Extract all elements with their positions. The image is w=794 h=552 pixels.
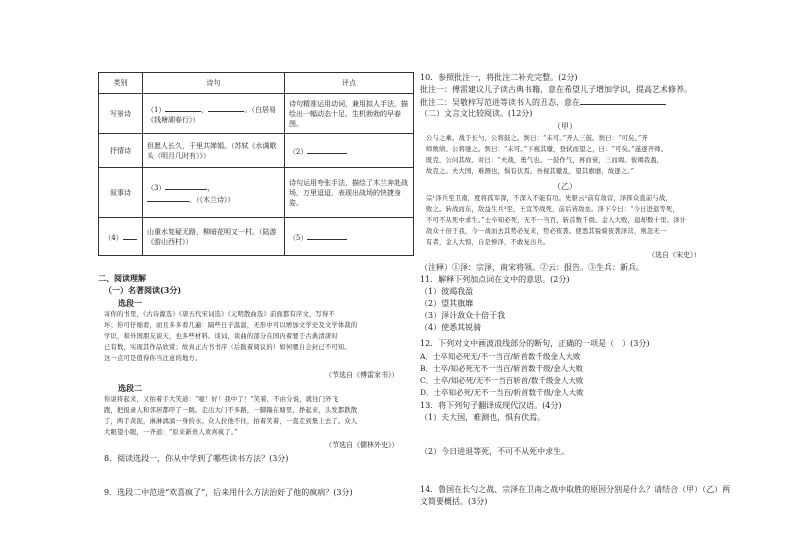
q13-item: （1）夫大国，难测也，惧有伏焉。 bbox=[420, 413, 546, 422]
excerpt-line: 了，两手黄泥，淋淋漓漓一身的水。众人拉他不住，拍着笑着，一直走到集上去了。众人 bbox=[104, 418, 358, 425]
passage-jia-title: （甲） bbox=[553, 122, 577, 131]
row-verse: （1） ， 。（白居易《钱塘湖春行》） bbox=[143, 94, 285, 134]
row-comment: 诗句精准运用动词，兼用拟人手法，描绘出一幅动态十足、生机勃勃的早春图。 bbox=[285, 94, 414, 134]
passage-line: 故克之。夫大国，难测也，惧有伏焉。吾视其辙乱，望其旗靡，故逐之。” bbox=[426, 168, 635, 175]
answer-blank[interactable] bbox=[123, 231, 137, 240]
excerpt-line: 这一点可是值得你当注意的地方。 bbox=[104, 355, 202, 362]
excerpt-line: 已有数，实现其作品欣赏；故真正古书书序（后跋着阅议的）如何嗯自会封已不可知。 bbox=[104, 344, 351, 351]
q12-option-d[interactable]: D．士卒知必死/无不一当百/斩首数千级/金人大败 bbox=[420, 388, 584, 397]
excerpt-line: 你说将起来，又拍着手大笑道：“噫！好！我中了！”笑着，不由分说，就往门外飞 bbox=[104, 396, 339, 403]
table-row bbox=[99, 168, 414, 218]
excerpt-line: 大眼望小眼，一齐道：“原来新贵人欢喜疯了。” bbox=[104, 429, 238, 436]
question-14: 14．鲁国在长勺之战、宗泽在卫南之战中取胜的原因分别是什么？请结合（甲）（乙）两 bbox=[420, 485, 731, 494]
answer-blank[interactable] bbox=[165, 103, 201, 112]
table-header-verse: 诗句 bbox=[143, 73, 285, 94]
row-comment: （5） bbox=[285, 218, 414, 256]
q10-note1: 批注一：傅雷建议儿子读古典书籍，意在希望儿子增加学识，提高艺术修养。 bbox=[420, 85, 692, 94]
row-verse: 山重水复疑无路，柳暗花明又一村。（陆游《游山西村》） bbox=[143, 218, 285, 256]
table-row bbox=[99, 94, 414, 134]
passage-line: 师败绩。公将驰之。刿曰：“未可。”下视其辙，登轼而望之，曰：“可矣。”遂逐齐师。 bbox=[426, 146, 668, 153]
row-category: 抒情诗 bbox=[99, 134, 143, 168]
passage-line: 敌众十倍于我，今一战而去其势必复来，势必夜袭。使悉其锐骑夜袭泽营，则忽无一 bbox=[426, 228, 667, 235]
passage-line: 公与之乘。战于长勺，公将鼓之。刿曰：“未可。”齐人三鼓。刿曰：“可矣。”齐 bbox=[426, 135, 648, 142]
answer-blank[interactable] bbox=[165, 181, 207, 190]
q11-item: （4）使悉其锐骑 bbox=[420, 323, 482, 332]
passage-line: 不可不从死中求生。”士卒知必死，无不一当百，斩首数千级。金人大败，退却数十里。泽计 bbox=[426, 217, 687, 224]
question-8: 8．阅读选段一，你从中学到了哪些读书方法？(3分) bbox=[104, 454, 289, 463]
q10-note2: 批注二：吴敬梓写范进等读书人的丑态，意在 bbox=[420, 96, 666, 109]
passage-yi-source: （选自《宋史》） bbox=[648, 251, 701, 259]
row-category: 叙事诗 bbox=[99, 168, 143, 218]
excerpt-line: 坏；你可仔细看，而且多多看几遍：隔些日子温温，无形中可以增加文学史及文学体裁的 bbox=[104, 322, 358, 329]
table-row bbox=[99, 134, 414, 168]
q11-item: （2）望其旗靡 bbox=[420, 299, 474, 308]
passage-line: 既克，公问其故。对曰：“夫战，勇气也。一鼓作气，再而衰，三而竭。彼竭我盈， bbox=[426, 157, 664, 164]
q11-item: （1）彼竭我盈 bbox=[420, 287, 474, 296]
answer-blank[interactable] bbox=[307, 231, 347, 240]
excerpt2-source: （节选自《儒林外史》） bbox=[325, 441, 399, 449]
excerpt-line: 寄你的书里，《古诗源选》《唐五代宋词选》《元明散曲选》前面都有序文，写得不 bbox=[104, 311, 335, 318]
excerpt1-title: 选段一 bbox=[118, 298, 142, 308]
answer-blank[interactable] bbox=[208, 103, 244, 112]
passage-yi-title: （乙） bbox=[553, 182, 577, 191]
passage-line: 有者，金人大惊，自是惮泽，不敢复出兵。 bbox=[426, 239, 550, 246]
row-verse: 但愿人长久，千里共婵娟。（苏轼《水调歌头（明月几时有）》） bbox=[143, 134, 285, 168]
table-header-comment: 评点 bbox=[285, 73, 414, 94]
row-category: 写景诗 bbox=[99, 94, 143, 134]
answer-blank[interactable] bbox=[580, 96, 666, 105]
passage-yi bbox=[426, 193, 686, 248]
q12-option-c[interactable]: C．士卒/知必死/无不一当百斩首/数千级金人大败 bbox=[420, 376, 584, 385]
table-header-category: 类别 bbox=[99, 73, 143, 94]
passage-line: 败之。转战而东，敌益生兵³至，王宣等战死，前后皆敌垒。泽下令曰：“今日进退等死， bbox=[426, 206, 680, 213]
row-comment: 诗句运用夸张手法，描绘了木兰奔赴战场，万里迢迢，表现出战场的快捷身姿。 bbox=[285, 168, 414, 218]
sub-title: （一）名著阅读(3分) bbox=[104, 285, 182, 295]
question-10: 10．参照批注一，将批注二补充完整。(2分) bbox=[420, 73, 578, 82]
q12-option-b[interactable]: B．士卒/知必死无不一当百/斩首数千级/金人大败 bbox=[420, 364, 584, 373]
passage-line: 宗¹泽兵至卫南，度将孤军深，不深入不能有功。先驱云²前有敌营，泽挥众直前与战， bbox=[426, 195, 672, 202]
answer-blank[interactable] bbox=[307, 145, 347, 154]
q11-item: （3）泽计敌众十倍于我 bbox=[420, 311, 506, 320]
excerpt2-text bbox=[104, 394, 357, 438]
row-comment: （2） bbox=[285, 134, 414, 168]
question-11: 11．解释下列加点词在文中的意思。(2分) bbox=[420, 275, 570, 284]
answer-blank[interactable] bbox=[147, 193, 189, 202]
table-row bbox=[99, 218, 414, 256]
question-9: 9．选段二中范进“欢喜疯了”，后来用什么方法治好了他的疯病？(3分) bbox=[104, 488, 353, 497]
excerpt1-text bbox=[104, 309, 357, 364]
poem-table bbox=[98, 72, 414, 256]
row-category: （4） bbox=[99, 218, 143, 256]
passage-jia bbox=[426, 133, 667, 177]
question-13: 13．将下列句子翻译成现代汉语。(4分) bbox=[420, 401, 562, 410]
row-verse: （3） ， 。（《木兰诗》） bbox=[143, 168, 285, 218]
q13-item: （2）今日进退等死，不可不从死中求生。 bbox=[420, 447, 570, 456]
question-12: 12．下列对文中画波浪线部分的断句，正确的一项是（ ）(3分) bbox=[420, 339, 650, 348]
annotations: （注释）①泽：宗泽，南宋将领。②云：报告。③生兵：新兵。 bbox=[420, 263, 644, 272]
excerpt-line: 学识，和外国朋友谈天，也多些材料。谈词，谈曲的部分在国内着要于古典清唐时 bbox=[104, 333, 338, 340]
q12-option-a[interactable]: A．士卒知必死无/不一当百/斩首数千级金人大败 bbox=[420, 352, 581, 361]
excerpt-line: 跑，把报录人和邻居都吓了一跳。走出大门不多路，一脚踹在塘里，挣起来，头发都跌散 bbox=[104, 407, 358, 414]
question-14-cont: 文简要概括。(3分) bbox=[420, 497, 488, 506]
classical-title: （二）文言文比较阅读。(12分) bbox=[420, 109, 533, 118]
section-title: 二、阅读理解 bbox=[98, 273, 146, 283]
excerpt2-title: 选段二 bbox=[118, 383, 142, 393]
excerpt1-source: （节选自《傅雷家书》） bbox=[325, 371, 399, 379]
